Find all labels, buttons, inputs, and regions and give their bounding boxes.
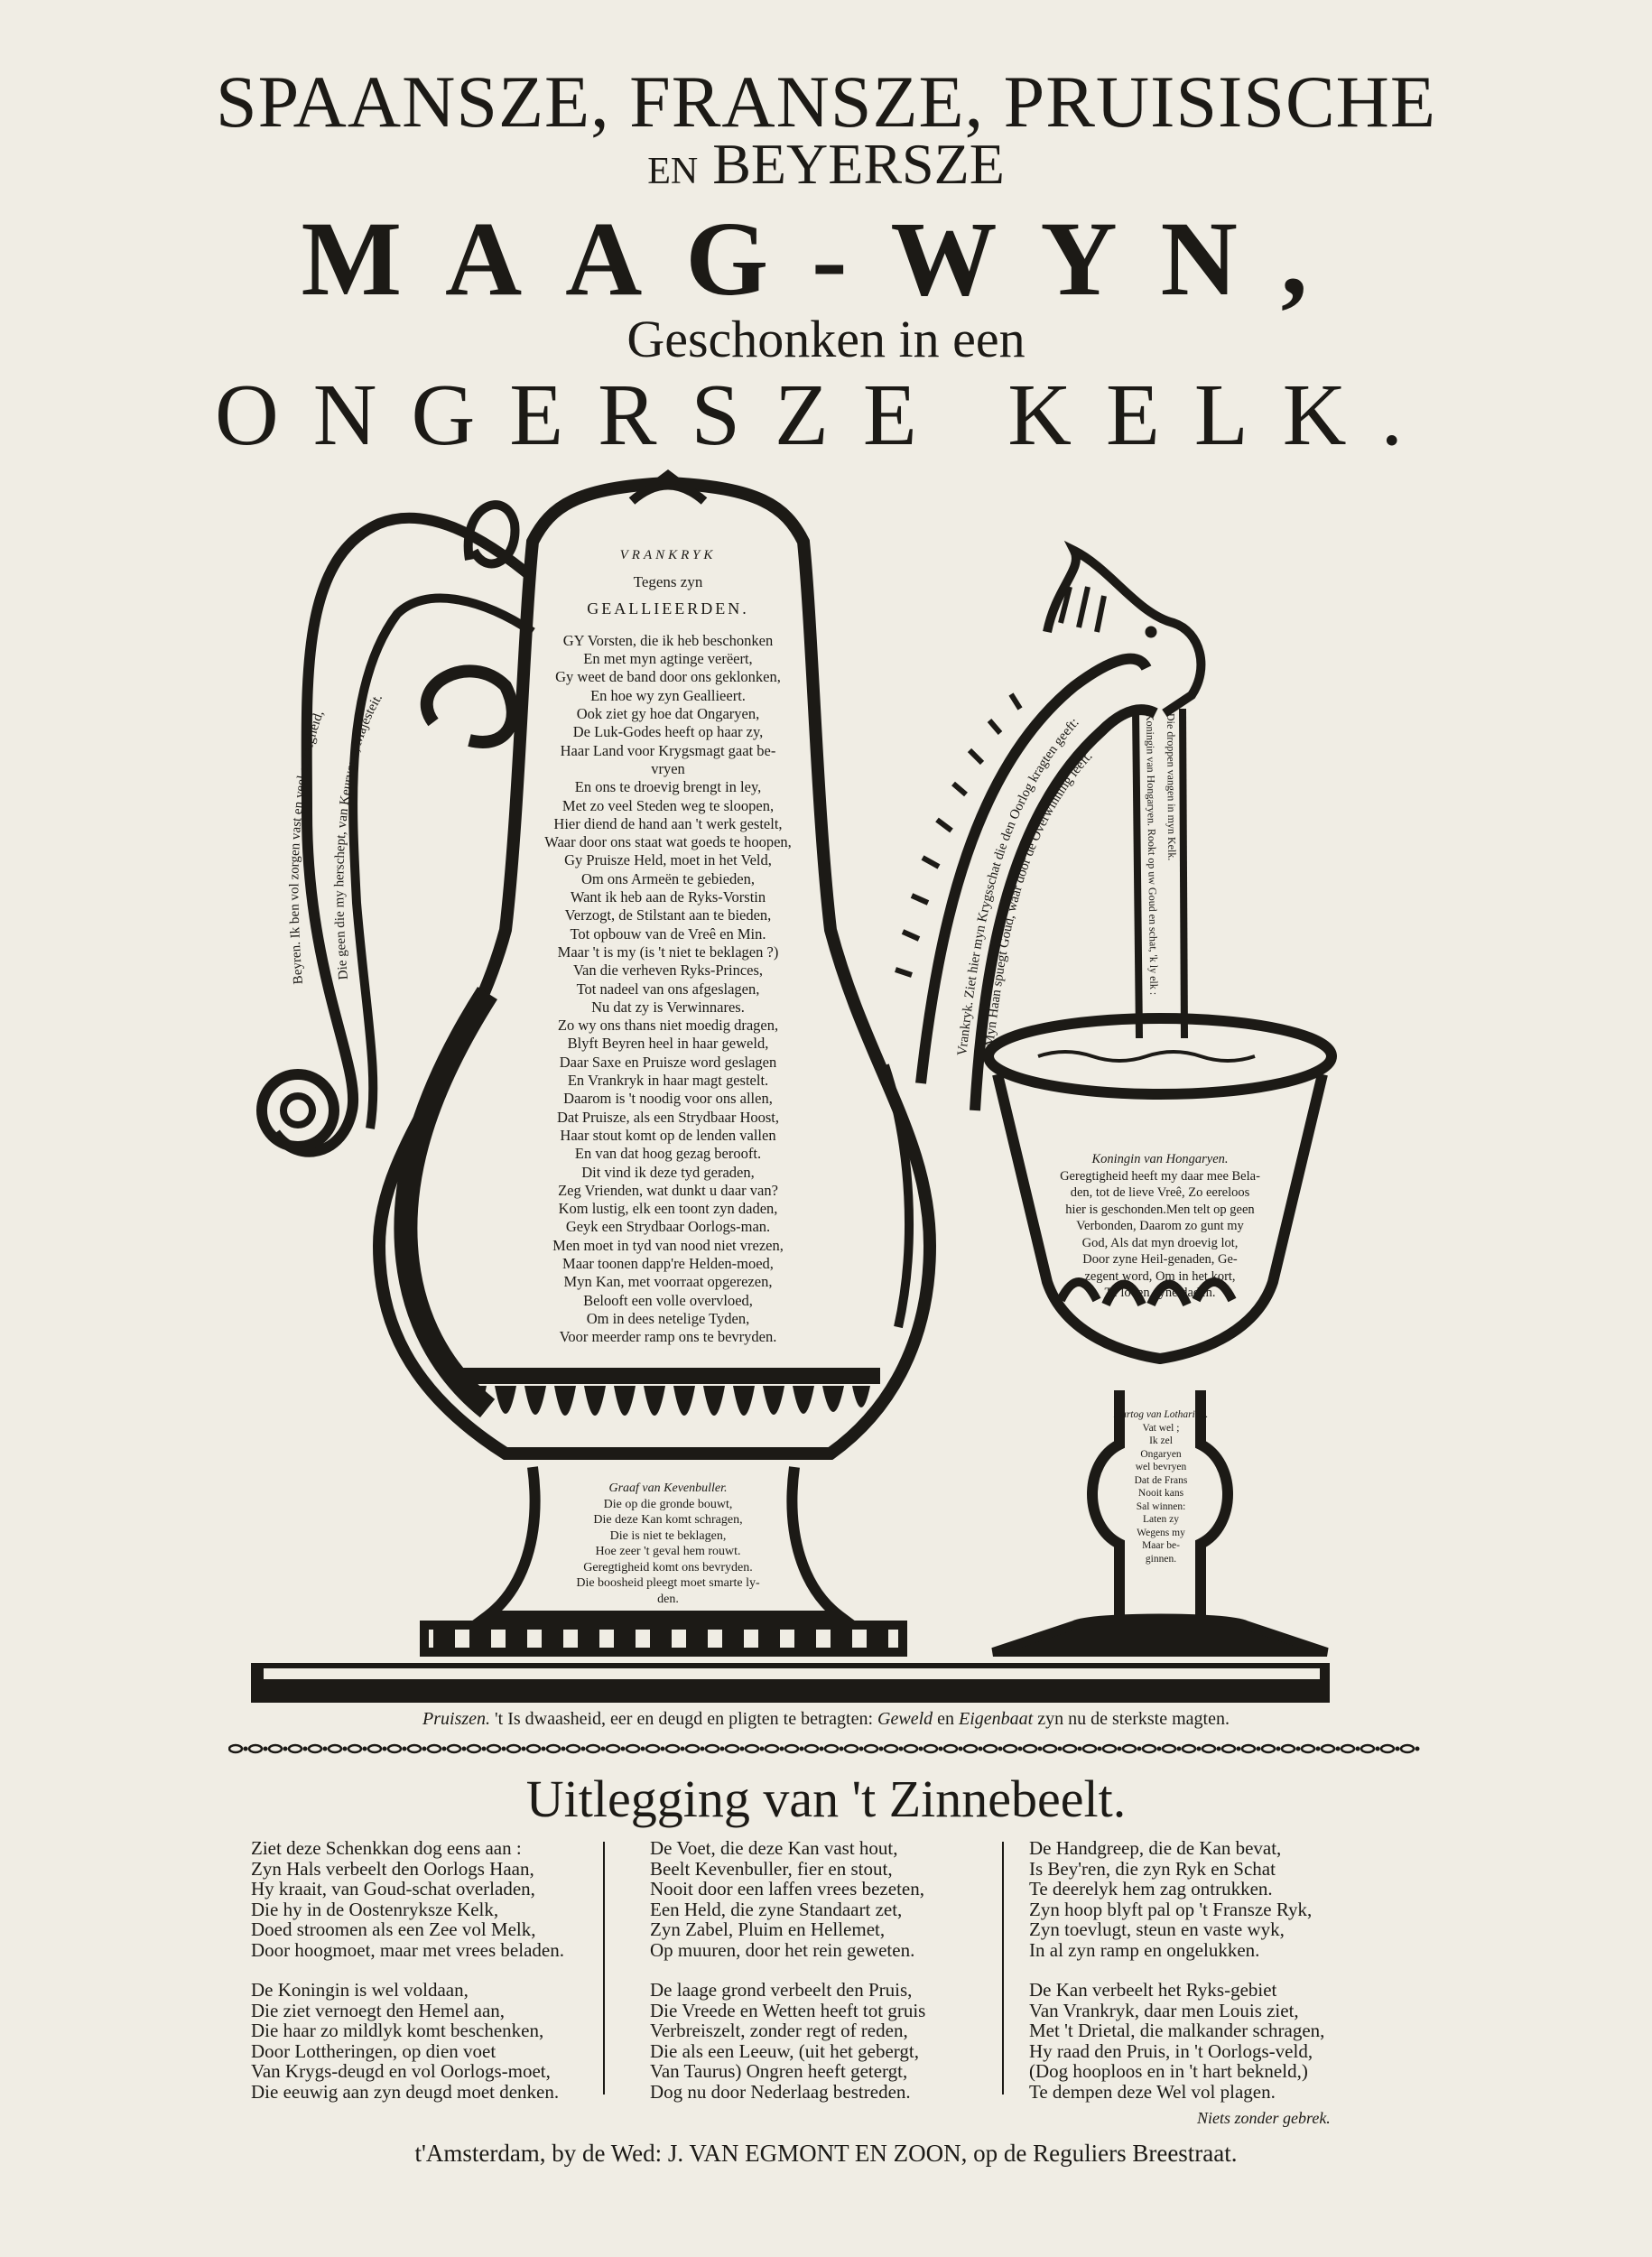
stem-poem-line: Vat wel ; — [1142, 1422, 1180, 1434]
verse-line: Verbreiszelt, zonder regt of reden, — [650, 2020, 908, 2041]
ornament-dot — [462, 1747, 467, 1751]
title-en: EN — [647, 151, 699, 192]
ornament-dot — [422, 1747, 427, 1751]
jug-poem-heading-1: Tegens zyn — [633, 573, 703, 591]
jug-poem-line: En ons te droevig brengt in ley, — [574, 778, 762, 796]
ornament-link — [1163, 1745, 1175, 1752]
ornament-link — [607, 1745, 619, 1752]
verse-line: Hy raad den Pruis, in 't Oorlogs-veld, — [1029, 2039, 1313, 2062]
verse-line: De Voet, die deze Kan vast hout, — [650, 1837, 898, 1859]
ornament-dot — [780, 1747, 784, 1751]
stem-poem-line: Laten zy — [1143, 1514, 1179, 1525]
ornament-link — [1202, 1745, 1215, 1752]
ornament-dot — [561, 1747, 566, 1751]
stem-poem-line: Ongaryen — [1140, 1448, 1182, 1460]
caption-line — [0, 1709, 1652, 1730]
jug-poem-line: En van dat hoog gezag berooft. — [574, 1145, 762, 1163]
ornament-dot — [1157, 1747, 1162, 1751]
ornament-dot — [363, 1747, 367, 1751]
caption-italic-1: Geweld — [877, 1709, 933, 1729]
ornament-dot — [1276, 1747, 1281, 1751]
verse-line: Die ziet vernoegt den Hemel aan, — [251, 1999, 506, 2021]
ornament-dot — [1237, 1747, 1241, 1751]
ornament-dot — [1197, 1747, 1202, 1751]
column-2-stanza-1 — [650, 1838, 925, 1960]
foot-poem — [533, 1481, 803, 1607]
foot-poem-line: Hoe zeer 't geval hem rouwt. — [595, 1545, 741, 1558]
ornament-link — [726, 1745, 738, 1752]
ornament-link — [1004, 1745, 1016, 1752]
ornament-link — [944, 1745, 957, 1752]
ornament-link — [448, 1745, 460, 1752]
ornament-dot — [641, 1747, 645, 1751]
ornament-link — [845, 1745, 858, 1752]
foot-poem-line: Die is niet te beklagen, — [609, 1528, 727, 1543]
jug-poem-line: Gy Pruisze Held, moet in het Veld, — [564, 851, 772, 869]
ornament-link — [1322, 1745, 1334, 1752]
ornament-link — [329, 1745, 341, 1752]
ornament-dot — [1396, 1747, 1400, 1751]
jug-poem-line: Verzogt, de Stilstant aan te bieden, — [564, 906, 772, 924]
cup-poem-line: Verbonden, Daarom zo gunt my — [1076, 1219, 1244, 1233]
ornament-dot — [403, 1747, 407, 1751]
ornament-dot — [959, 1747, 963, 1751]
stem-poem — [1109, 1408, 1213, 1565]
ornament-link — [1401, 1745, 1414, 1752]
caption-italic-2: Eigenbaat — [959, 1709, 1034, 1729]
verse-line: De Kan verbeelt het Ryks-gebiet — [1029, 1979, 1277, 2001]
verse-line: Ziet deze Schenkkan dog eens aan : — [251, 1837, 522, 1859]
foot-poem-speaker: Graaf van Kevenbuller. — [608, 1481, 728, 1495]
ornament-dot — [919, 1747, 923, 1751]
motto: Niets zonder gebrek. — [1197, 2109, 1331, 2127]
jug-poem-lines — [533, 632, 803, 1347]
ornament-link — [468, 1745, 480, 1752]
ornament-link — [269, 1745, 282, 1752]
ornament-dot — [244, 1747, 248, 1751]
cup-poem-line: Te loven zyne daden. — [1104, 1286, 1216, 1300]
verse-line: Die hy in de Oostenrykszе Kelk, — [251, 1898, 499, 1920]
ornament-link — [1143, 1745, 1155, 1752]
ornament-link — [686, 1745, 699, 1752]
verse-line: Die Vreede en Wetten heeft tot gruis — [650, 1999, 926, 2021]
verse-line: Die als een Leeuw, (uit het gebergt, — [650, 2039, 919, 2062]
verse-line: Die eeuwig aan zyn deugd moet denken. — [251, 2080, 560, 2103]
column-2-stanza-2 — [650, 1980, 925, 2102]
ornament-dot — [820, 1747, 824, 1751]
base-plank — [251, 1663, 1330, 1703]
ornament-dot — [1078, 1747, 1082, 1751]
verse-line: In al zyn ramp en ongelukken. — [1029, 1938, 1260, 1961]
jug-poem-line: Men moet in tyd van nood niet vrezen, — [552, 1236, 784, 1254]
jug-poem-line: Maar 't is my (is 't niet te beklagen ?) — [557, 943, 779, 961]
ornament-dot — [482, 1747, 487, 1751]
verse-line: Van Taurus) Ongren heeft getergt, — [650, 2060, 908, 2082]
ornament-link — [865, 1745, 877, 1752]
ornament-dot — [1296, 1747, 1301, 1751]
ornament-dot — [998, 1747, 1003, 1751]
verse-line: Dog nu door Nederlaag bestreden. — [650, 2080, 911, 2103]
verse-line: Op muuren, door het rein geweten. — [650, 1938, 915, 1961]
ornament-link — [309, 1745, 321, 1752]
ornament-dot — [939, 1747, 943, 1751]
ornament-link — [706, 1745, 719, 1752]
jug-poem-line: Kom lustig, elk een toont zyn daden, — [558, 1200, 778, 1218]
jug-poem-line: Geyk een Strydbaar Oorlogs-man. — [565, 1218, 771, 1236]
ornament-link — [1063, 1745, 1076, 1752]
ornament-dot — [899, 1747, 904, 1751]
ornament-link — [924, 1745, 937, 1752]
ornamental-rule — [228, 1742, 1420, 1755]
ornament-dot — [979, 1747, 983, 1751]
jug-poem-line: Gy weet de band door ons geklonken, — [555, 668, 781, 686]
ornament-link — [1183, 1745, 1195, 1752]
jug-poem-speaker: VRANKRYK — [619, 548, 717, 562]
spout-text-1: Vrankryk. Ziet hier myn Krygsschat die den Oorlog kragten geeft: — [955, 715, 1082, 1057]
ornament-dot — [1177, 1747, 1182, 1751]
verse-line: Door hoogmoet, maar met vrees beladen. — [251, 1938, 564, 1961]
ornament-dot — [581, 1747, 586, 1751]
caption-text-2: zyn nu de sterkste magten. — [1037, 1709, 1230, 1729]
ornament-link — [587, 1745, 599, 1752]
cup-poem-speaker: Koningin van Hongaryen. — [1091, 1152, 1229, 1166]
jug-poem-line: Met zo veel Steden weg te sloopen, — [561, 796, 775, 814]
verse-line: De laage grond verbeelt den Pruis, — [650, 1979, 913, 2001]
ornament-dot — [442, 1747, 447, 1751]
title-maag-wyn: MAAG-WYN, — [301, 200, 1351, 318]
ornament-dot — [1038, 1747, 1043, 1751]
ornament-dot — [800, 1747, 804, 1751]
ornament-link — [905, 1745, 917, 1752]
jug-poem-line: Blyft Beyren heel in haar geweld, — [567, 1035, 769, 1053]
foot-poem-line: den. — [657, 1592, 679, 1606]
ornament-link — [1024, 1745, 1036, 1752]
stream-text-1: Koningin van Hongaryen. Rookt op uw Goud en schat, 'k ly elk : — [1144, 712, 1161, 996]
verse-line: Door Lottheringen, op dien voet — [251, 2039, 497, 2062]
cup-poem-line: God, Als dat myn droevig lot, — [1081, 1235, 1239, 1250]
ornament-link — [666, 1745, 679, 1752]
ornament-dot — [1217, 1747, 1221, 1751]
foot-poem-line: Die deze Kan komt schragen, — [593, 1513, 743, 1527]
ornament-link — [1103, 1745, 1116, 1752]
explanation-column-3 — [1029, 1838, 1324, 2122]
verse-line: Zyn Zabel, Pluim en Hellemet, — [650, 1918, 886, 1940]
jug-poem-line: Van die verheven Ryks-Princes, — [572, 961, 764, 980]
jug-poem-line: Myn Kan, met voorraat opgerezen, — [563, 1273, 773, 1291]
foot-poem-line: Die op die gronde bouwt, — [603, 1497, 733, 1511]
ornament-link — [1381, 1745, 1394, 1752]
title-ongersze-kelk: ONGERSZE KELK. — [214, 367, 1438, 464]
jug-poem-heading-2: GEALLIEERDEN. — [587, 599, 749, 618]
ornament-link — [408, 1745, 421, 1752]
ornament-link — [1341, 1745, 1354, 1752]
verse-line: (Dog hooploos en in 't hart bekneld,) — [1029, 2060, 1308, 2082]
ornament-dot — [1098, 1747, 1102, 1751]
ornament-link — [1123, 1745, 1136, 1752]
explanation-column-1 — [251, 1838, 564, 2122]
ornament-link — [646, 1745, 659, 1752]
ornament-dot — [1137, 1747, 1142, 1751]
cup-poem-line: Geregtigheid heeft my daar mee Bela- — [1060, 1168, 1260, 1184]
jug-poem-line: Daar Saxe en Pruisze word geslagen — [559, 1053, 777, 1071]
jug-poem-line: Waar door ons staat wat goeds te hoopen, — [544, 833, 792, 851]
ornament-link — [428, 1745, 441, 1752]
jug-poem-line: Zeg Vrienden, wat dunkt u daar van? — [558, 1181, 778, 1199]
jug-poem-line: Daarom is 't noodig voor ons allen, — [563, 1090, 773, 1108]
verse-line: Die haar zo mildlyk komt beschenken, — [251, 2020, 544, 2041]
verse-line: Hy kraait, van Goud-schat overladen, — [251, 1878, 535, 1899]
stream-text-2: Die droppen vangen in myn Kelk. — [1165, 712, 1179, 861]
cup-poem-line: den, tot de lieve Vreê, Zo eereloos — [1070, 1185, 1250, 1200]
stem-poem-line: Dat de Frans — [1134, 1474, 1188, 1486]
explanation-column-2 — [650, 1838, 925, 2122]
ornament-link — [626, 1745, 639, 1752]
stem-poem-line: Maar be- — [1142, 1540, 1180, 1551]
stem-poem-line: ginnen. — [1145, 1553, 1177, 1565]
title-geschonken: Geschonken in een — [626, 310, 1026, 368]
caption-speaker: Pruiszen. — [422, 1709, 491, 1729]
ornament-dot — [879, 1747, 884, 1751]
ornament-link — [964, 1745, 977, 1752]
ornament-link — [1222, 1745, 1235, 1752]
column-1-stanza-2 — [251, 1980, 564, 2102]
ornament-dot — [1316, 1747, 1321, 1751]
column-3-stanza-1 — [1029, 1838, 1324, 1960]
jug-poem-line: Belooft een volle overvloed, — [583, 1291, 753, 1309]
jug-poem-line: Tot nadeel van ons afgeslagen, — [576, 980, 760, 998]
column-1-stanza-1 — [251, 1838, 564, 1960]
verse-line: Te dempen deze Wel vol plagen. — [1029, 2080, 1276, 2103]
jug-gadroon-band — [456, 1368, 880, 1416]
verse-line: Zyn hoop blyft pal op 't Fransze Ryk, — [1029, 1898, 1313, 1920]
ornament-link — [1302, 1745, 1314, 1752]
ornament-link — [229, 1745, 242, 1752]
ornament-link — [885, 1745, 897, 1752]
ornament-dot — [323, 1747, 328, 1751]
ornament-link — [547, 1745, 560, 1752]
ornament-link — [1242, 1745, 1255, 1752]
jug-poem-line: Dit vind ik deze tyd geraden, — [581, 1163, 755, 1181]
ornament-dot — [859, 1747, 864, 1751]
ornament-dot — [502, 1747, 506, 1751]
ornament-link — [487, 1745, 500, 1752]
jug-poem-line: En hoe wy zyn Geallieert. — [590, 686, 746, 704]
ornament-dot — [1018, 1747, 1023, 1751]
ornament-dot — [542, 1747, 546, 1751]
column-3-stanza-2 — [1029, 1980, 1324, 2102]
cup-poem-line: zegent word, Om in het kort, — [1084, 1268, 1236, 1284]
ornament-link — [785, 1745, 798, 1752]
ornament-dot — [720, 1747, 725, 1751]
jug-poem-line: Haar Land voor Krygsmagt gaat be- — [560, 741, 776, 759]
jug-poem-line: GY Vorsten, die ik heb beschonken — [562, 631, 774, 649]
cup-poem-line: hier is geschonden.Men telt op geen — [1065, 1202, 1255, 1217]
handle-text-2: Die geen die my herschept, van Keurvorst, Majesteit. — [332, 691, 386, 980]
jug-poem-line: Voor meerder ramp ons te bevryden. — [559, 1328, 777, 1346]
foot-poem-lines — [533, 1497, 803, 1608]
ornament-dot — [740, 1747, 745, 1751]
verse-line: Van Krygs-deugd en vol Oorlogs-moet, — [251, 2060, 551, 2082]
spout-text-2: Myn Haan spuegt Goud, waar door de Overwinning leeft. — [982, 748, 1096, 1048]
jug-poem-line: En Vrankryk in haar magt gestelt. — [567, 1072, 769, 1090]
jug-poem-line: Ook ziet gy hoe dat Ongaryen, — [576, 705, 760, 723]
ornament-link — [746, 1745, 758, 1752]
foot-poem-line: Geregtigheid komt ons bevryden. — [583, 1560, 753, 1574]
handle-text-1: Beyren. Ik ben vol zorgen vast en veel onzeigheid, — [287, 708, 328, 985]
jug-poem-line: Want ik heb aan de Ryks-Vorstin — [570, 888, 766, 906]
jug-poem — [533, 546, 803, 1346]
ornament-dot — [1415, 1747, 1420, 1751]
title-beyersze: BEYERSZE — [712, 132, 1005, 196]
stem-poem-speaker: Hartog van Lotharing. — [1113, 1409, 1209, 1420]
foot-poem-line: Die boosheid pleegt moet smarte ly- — [576, 1576, 760, 1590]
ornament-dot — [661, 1747, 665, 1751]
jug-poem-line: Nu dat zy is Verwinnares. — [591, 998, 745, 1016]
jug-poem-line: Haar stout komt op de lenden vallen — [560, 1126, 776, 1144]
ornament-dot — [303, 1747, 308, 1751]
ornament-link — [507, 1745, 520, 1752]
ornament-link — [1262, 1745, 1275, 1752]
verse-line: Te deerelyk hem zag ontrukken. — [1029, 1878, 1273, 1899]
stem-poem-line: Nooit kans — [1137, 1488, 1184, 1499]
ornament-link — [249, 1745, 262, 1752]
ornament-dot — [1356, 1747, 1360, 1751]
ornament-dot — [283, 1747, 288, 1751]
verse-line: Met 't Drietal, die malkander schragen, — [1029, 2020, 1325, 2041]
ornament-dot — [760, 1747, 765, 1751]
verse-line: Beelt Kevenbuller, fier en stout, — [650, 1857, 893, 1880]
verse-line: De Handgreep, die de Kan bevat, — [1029, 1837, 1282, 1859]
title-line-1: SPAANSZE, FRANSZE, PRUISISCHE — [216, 60, 1436, 143]
ornament-dot — [681, 1747, 685, 1751]
ornament-link — [766, 1745, 778, 1752]
verse-line: Zyn Hals verbeelt den Oorlogs Haan, — [251, 1857, 534, 1880]
ornament-link — [805, 1745, 818, 1752]
ornament-link — [348, 1745, 361, 1752]
jug-poem-line: vryen — [651, 759, 685, 777]
ornament-dot — [840, 1747, 844, 1751]
stem-poem-line: wel bevryen — [1135, 1462, 1187, 1472]
ornament-link — [527, 1745, 540, 1752]
stem-poem-line: Sal winnen: — [1136, 1500, 1186, 1512]
verse-line: Van Vrankryk, daar men Louis ziet, — [1029, 1999, 1299, 2021]
jug-poem-line: Om ons Armeën te gebieden, — [581, 869, 755, 887]
imprint: t'Amsterdam, by de Wed: J. VAN EGMONT EN ZOON, op de Reguliers Breestraat. — [414, 2140, 1238, 2167]
ornament-dot — [1257, 1747, 1261, 1751]
ornament-dot — [1376, 1747, 1380, 1751]
ornament-link — [825, 1745, 838, 1752]
ornament-dot — [343, 1747, 348, 1751]
verse-line: Een Held, die zyne Standaart zet, — [650, 1898, 903, 1920]
jug-poem-line: Maar toonen dapp're Helden-moed, — [562, 1254, 774, 1272]
ornament-dot — [264, 1747, 268, 1751]
verse-line: Is Bey'ren, die zyn Ryk en Schat — [1029, 1857, 1276, 1880]
explanation-heading: Uitlegging van 't Zinnebeelt. — [525, 1769, 1127, 1828]
ornament-dot — [701, 1747, 705, 1751]
ornament-dot — [621, 1747, 626, 1751]
verse-line: Doed stroomen als een Zee vol Melk, — [251, 1918, 536, 1940]
ornament-link — [289, 1745, 302, 1752]
stem-poem-line: Ik zel — [1149, 1435, 1173, 1446]
jug-poem-line: Hier diend de hand aan 't werk gestelt, — [553, 814, 783, 832]
caption-text-1: 't Is dwaasheid, eer en deugd en pligten te betragten: — [495, 1709, 874, 1729]
caption-en: en — [937, 1709, 955, 1729]
ornament-link — [1282, 1745, 1295, 1752]
verse-line: Nooit door een laffen vrees bezeten, — [650, 1878, 924, 1899]
ornament-dot — [383, 1747, 387, 1751]
jug-poem-line: Dat Pruisze, als een Strydbaar Hoost, — [556, 1108, 780, 1126]
cup-poem-lines — [1056, 1168, 1264, 1302]
ornament-link — [1044, 1745, 1056, 1752]
verse-line: Zyn toevlugt, steun en vaste wyk, — [1029, 1918, 1285, 1940]
cup-poem — [1056, 1151, 1264, 1302]
ornament-link — [368, 1745, 381, 1752]
ornament-link — [388, 1745, 401, 1752]
jug-poem-line: Om in dees netelige Tyden, — [586, 1309, 750, 1327]
jug-poem-line: Tot opbouw van de Vreê en Min. — [570, 924, 766, 943]
ornament-link — [1361, 1745, 1374, 1752]
ornament-dot — [1118, 1747, 1122, 1751]
ornament-link — [984, 1745, 997, 1752]
ornament-dot — [601, 1747, 606, 1751]
jug-poem-line: De Luk-Godes heeft op haar zy, — [572, 723, 764, 741]
ornament-dot — [1336, 1747, 1341, 1751]
ornament-dot — [522, 1747, 526, 1751]
ornament-link — [1083, 1745, 1096, 1752]
stem-poem-line: Wegens my — [1137, 1527, 1185, 1538]
ornament-dot — [1058, 1747, 1063, 1751]
column-divider-1 — [603, 1842, 605, 2094]
ornament-link — [567, 1745, 580, 1752]
stem-poem-lines — [1109, 1422, 1213, 1566]
jug-poem-line: Zo wy ons thans niet moedig dragen, — [557, 1017, 779, 1035]
jug-poem-line: En met myn agtinge verëert, — [583, 650, 753, 668]
cup-poem-line: Door zyne Heil-genaden, Ge- — [1082, 1252, 1238, 1267]
column-divider-2 — [1002, 1842, 1004, 2094]
verse-line: De Koningin is wel voldaan, — [251, 1979, 469, 2001]
